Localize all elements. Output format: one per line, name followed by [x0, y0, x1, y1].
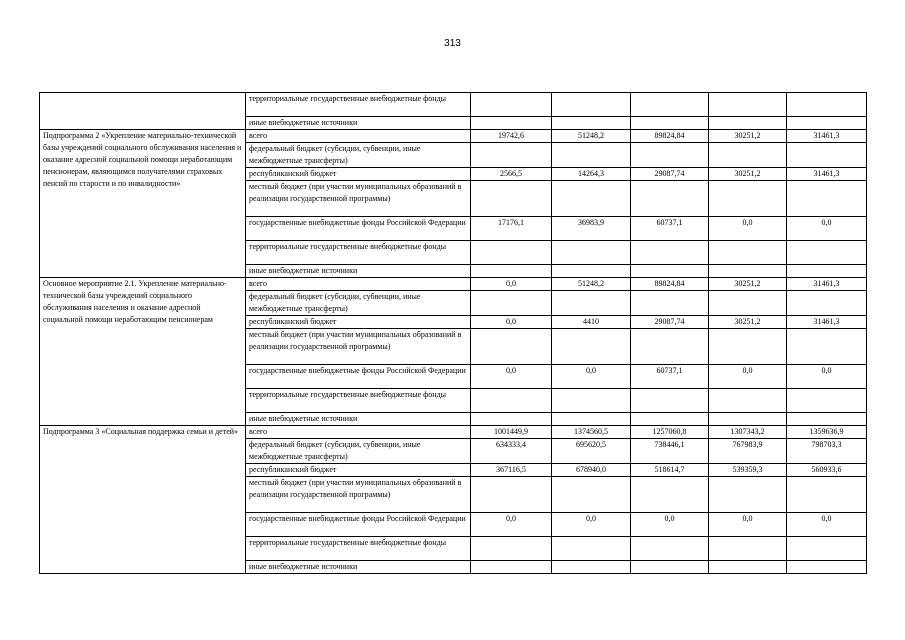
value-cell-year-3	[631, 561, 709, 574]
value-cell-year-2: 695620,5	[552, 439, 631, 464]
value-cell-year-5: 0,0	[787, 513, 867, 537]
value-cell-year-2	[552, 241, 631, 265]
value-cell-year-1	[471, 291, 552, 316]
value-cell-year-4	[709, 413, 787, 426]
value-cell-year-3	[631, 291, 709, 316]
value-cell-year-5	[787, 93, 867, 117]
value-cell-year-4	[709, 93, 787, 117]
value-cell-year-3	[631, 537, 709, 561]
funding-source-cell: федеральный бюджет (субсидии, субвенции, иные межбюджетные трансферты)	[246, 291, 471, 316]
funding-source-cell: государственные внебюджетные фонды Российской Федерации	[246, 513, 471, 537]
value-cell-year-4	[709, 117, 787, 130]
value-cell-year-2	[552, 329, 631, 365]
funding-source-cell: федеральный бюджет (субсидии, субвенции, иные межбюджетные трансферты)	[246, 143, 471, 168]
value-cell-year-4	[709, 329, 787, 365]
value-cell-year-4: 30251,2	[709, 130, 787, 143]
value-cell-year-4: 30251,2	[709, 316, 787, 329]
value-cell-year-2: 51248,2	[552, 278, 631, 291]
value-cell-year-1	[471, 329, 552, 365]
value-cell-year-1: 634333,4	[471, 439, 552, 464]
funding-source-cell: республиканский бюджет	[246, 168, 471, 181]
value-cell-year-5	[787, 413, 867, 426]
program-name-cell: Основное мероприятие 2.1. Укрепление материально-технической базы учреждений социального обслуживания населения и оказание адресной социальной помощи неработающим пенсионерам	[40, 278, 246, 426]
value-cell-year-4: 767983,9	[709, 439, 787, 464]
value-cell-year-3	[631, 265, 709, 278]
value-cell-year-1: 0,0	[471, 513, 552, 537]
funding-source-cell: иные внебюджетные источники	[246, 413, 471, 426]
value-cell-year-4	[709, 265, 787, 278]
value-cell-year-4: 0,0	[709, 513, 787, 537]
value-cell-year-3: 518614,7	[631, 464, 709, 477]
value-cell-year-5	[787, 561, 867, 574]
value-cell-year-3	[631, 413, 709, 426]
value-cell-year-4: 539359,3	[709, 464, 787, 477]
value-cell-year-3: 29087,74	[631, 316, 709, 329]
value-cell-year-4	[709, 143, 787, 168]
value-cell-year-1	[471, 143, 552, 168]
value-cell-year-1	[471, 413, 552, 426]
funding-source-cell: иные внебюджетные источники	[246, 561, 471, 574]
value-cell-year-2	[552, 181, 631, 217]
value-cell-year-2: 14264,3	[552, 168, 631, 181]
value-cell-year-1	[471, 93, 552, 117]
value-cell-year-1	[471, 181, 552, 217]
value-cell-year-3: 89824,84	[631, 278, 709, 291]
value-cell-year-4	[709, 241, 787, 265]
value-cell-year-2	[552, 413, 631, 426]
value-cell-year-5	[787, 181, 867, 217]
value-cell-year-1: 0,0	[471, 278, 552, 291]
funding-source-cell: территориальные государственные внебюджетные фонды	[246, 241, 471, 265]
value-cell-year-4	[709, 389, 787, 413]
funding-source-cell: республиканский бюджет	[246, 316, 471, 329]
value-cell-year-5	[787, 241, 867, 265]
value-cell-year-1: 19742,6	[471, 130, 552, 143]
funding-source-cell: государственные внебюджетные фонды Российской Федерации	[246, 217, 471, 241]
funding-source-cell: государственные внебюджетные фонды Российской Федерации	[246, 365, 471, 389]
value-cell-year-5	[787, 291, 867, 316]
value-cell-year-2	[552, 93, 631, 117]
value-cell-year-1	[471, 537, 552, 561]
funding-source-cell: иные внебюджетные источники	[246, 265, 471, 278]
value-cell-year-5: 0,0	[787, 217, 867, 241]
value-cell-year-1	[471, 241, 552, 265]
value-cell-year-5: 560933,6	[787, 464, 867, 477]
program-name-cell: Подпрограмма 2 «Укрепление материально-технической базы учреждений социального обслуживания населения и оказание адресной социальной помощи неработающим пенсионерам, являющимся получателями страховых пенсий по старости и по инвалидности»	[40, 130, 246, 278]
value-cell-year-3: 60737,1	[631, 217, 709, 241]
value-cell-year-4: 0,0	[709, 217, 787, 241]
value-cell-year-2	[552, 561, 631, 574]
value-cell-year-3: 0,0	[631, 513, 709, 537]
value-cell-year-3: 1257060,8	[631, 426, 709, 439]
value-cell-year-2: 678940,0	[552, 464, 631, 477]
value-cell-year-3: 60737,1	[631, 365, 709, 389]
value-cell-year-4: 30251,2	[709, 278, 787, 291]
value-cell-year-4	[709, 537, 787, 561]
budget-table	[39, 92, 867, 574]
value-cell-year-4: 30251,2	[709, 168, 787, 181]
value-cell-year-2: 0,0	[552, 513, 631, 537]
value-cell-year-5	[787, 477, 867, 513]
value-cell-year-2	[552, 389, 631, 413]
value-cell-year-3	[631, 93, 709, 117]
value-cell-year-5: 31461,3	[787, 316, 867, 329]
value-cell-year-2: 1374560,5	[552, 426, 631, 439]
value-cell-year-2	[552, 117, 631, 130]
value-cell-year-4	[709, 291, 787, 316]
value-cell-year-1: 17176,1	[471, 217, 552, 241]
value-cell-year-1	[471, 477, 552, 513]
funding-source-cell: всего	[246, 426, 471, 439]
value-cell-year-1: 0,0	[471, 316, 552, 329]
value-cell-year-1: 1001449,9	[471, 426, 552, 439]
value-cell-year-3	[631, 389, 709, 413]
value-cell-year-1	[471, 389, 552, 413]
value-cell-year-2: 51248,2	[552, 130, 631, 143]
value-cell-year-2	[552, 291, 631, 316]
value-cell-year-3	[631, 477, 709, 513]
value-cell-year-1: 367116,5	[471, 464, 552, 477]
funding-source-cell: территориальные государственные внебюджетные фонды	[246, 389, 471, 413]
value-cell-year-5	[787, 143, 867, 168]
program-name-cell: Подпрограмма 3 «Социальная поддержка семьи и детей»	[40, 426, 246, 574]
value-cell-year-3: 89824,84	[631, 130, 709, 143]
funding-source-cell: территориальные государственные внебюджетные фонды	[246, 537, 471, 561]
table-row	[40, 278, 867, 291]
value-cell-year-3	[631, 241, 709, 265]
value-cell-year-1: 0,0	[471, 365, 552, 389]
funding-source-cell: иные внебюджетные источники	[246, 117, 471, 130]
value-cell-year-5	[787, 265, 867, 278]
value-cell-year-5	[787, 329, 867, 365]
value-cell-year-2	[552, 537, 631, 561]
value-cell-year-3	[631, 329, 709, 365]
value-cell-year-5: 31461,3	[787, 130, 867, 143]
value-cell-year-3	[631, 117, 709, 130]
value-cell-year-2: 36983,9	[552, 217, 631, 241]
table-row	[40, 130, 867, 143]
value-cell-year-1	[471, 561, 552, 574]
value-cell-year-4: 0,0	[709, 365, 787, 389]
value-cell-year-1	[471, 117, 552, 130]
value-cell-year-4	[709, 181, 787, 217]
value-cell-year-3: 738446,1	[631, 439, 709, 464]
funding-source-cell: местный бюджет (при участии муниципальных образований в реализации государственной программы)	[246, 477, 471, 513]
value-cell-year-5	[787, 117, 867, 130]
value-cell-year-2	[552, 265, 631, 278]
value-cell-year-5: 0,0	[787, 365, 867, 389]
value-cell-year-2	[552, 477, 631, 513]
value-cell-year-1	[471, 265, 552, 278]
funding-source-cell: федеральный бюджет (субсидии, субвенции, иные межбюджетные трансферты)	[246, 439, 471, 464]
value-cell-year-1: 2566,5	[471, 168, 552, 181]
page-number: 313	[444, 38, 461, 49]
value-cell-year-4	[709, 477, 787, 513]
value-cell-year-5	[787, 537, 867, 561]
value-cell-year-3	[631, 181, 709, 217]
funding-source-cell: всего	[246, 278, 471, 291]
table-row	[40, 93, 867, 117]
value-cell-year-5: 31461,3	[787, 278, 867, 291]
funding-source-cell: территориальные государственные внебюджетные фонды	[246, 93, 471, 117]
value-cell-year-2: 0,0	[552, 365, 631, 389]
funding-source-cell: местный бюджет (при участии муниципальных образований в реализации государственной программы)	[246, 329, 471, 365]
value-cell-year-5	[787, 389, 867, 413]
value-cell-year-2: 4410	[552, 316, 631, 329]
value-cell-year-5: 798703,3	[787, 439, 867, 464]
value-cell-year-5: 31461,3	[787, 168, 867, 181]
funding-source-cell: местный бюджет (при участии муниципальных образований в реализации государственной программы)	[246, 181, 471, 217]
program-name-cell	[40, 93, 246, 130]
table-row	[40, 426, 867, 439]
value-cell-year-3	[631, 143, 709, 168]
value-cell-year-4: 1307343,2	[709, 426, 787, 439]
funding-source-cell: республиканский бюджет	[246, 464, 471, 477]
funding-source-cell: всего	[246, 130, 471, 143]
value-cell-year-4	[709, 561, 787, 574]
value-cell-year-3: 29087,74	[631, 168, 709, 181]
value-cell-year-2	[552, 143, 631, 168]
value-cell-year-5: 1359636,9	[787, 426, 867, 439]
